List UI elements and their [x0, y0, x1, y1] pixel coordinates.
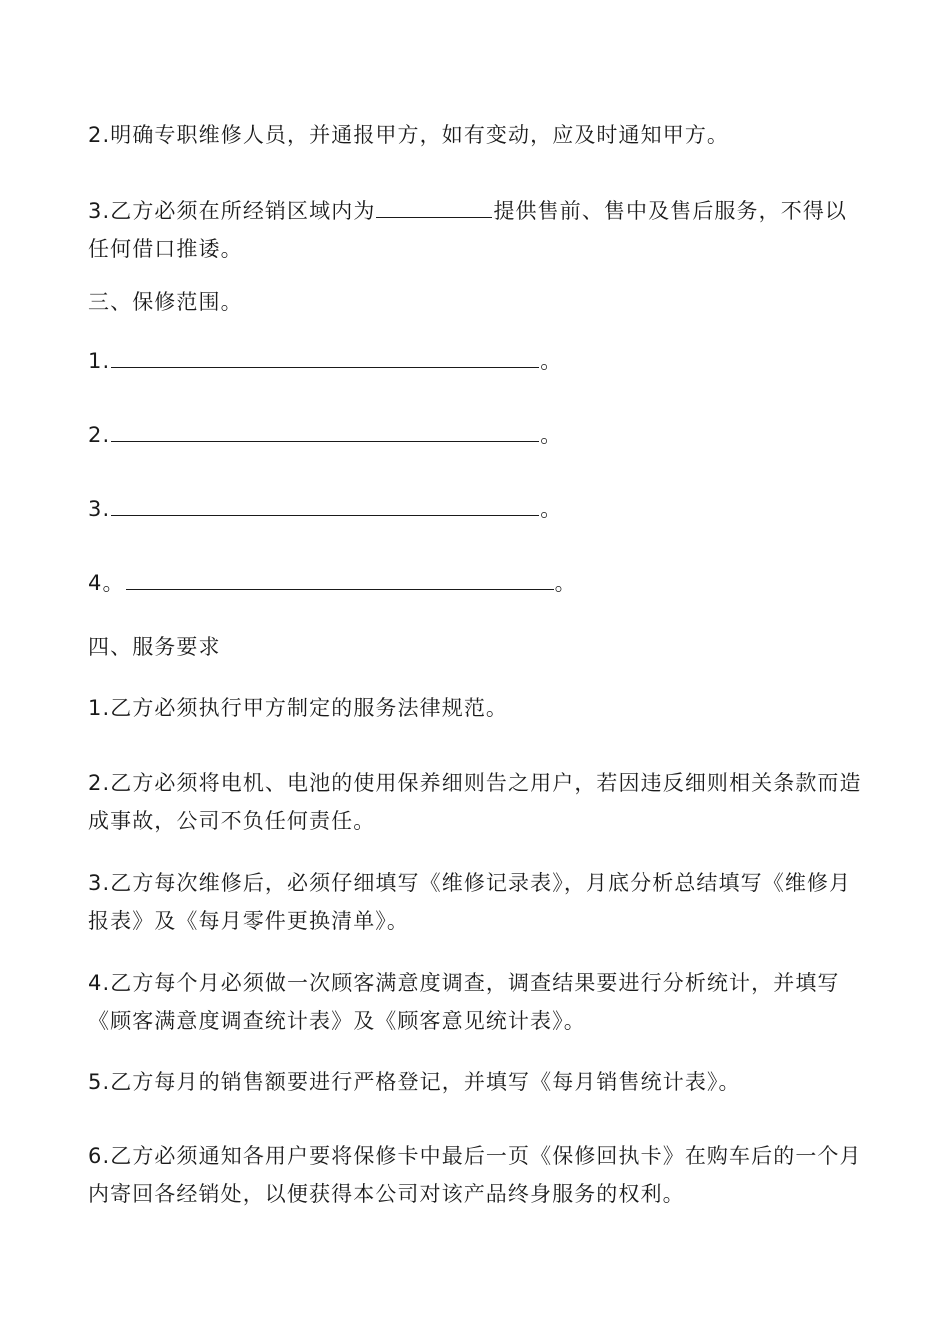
fill-in-blank — [111, 514, 539, 516]
requirement-item: 3.乙方每次维修后，必须仔细填写《维修记录表》，月底分析总结填写《维修月报表》及《每月零件更换清单》。 — [88, 871, 852, 933]
fill-in-blank — [111, 366, 539, 368]
scope-item-number: 4。 — [88, 571, 125, 595]
paragraph-regional-service-prefix: 3.乙方必须在所经销区域内为 — [88, 199, 376, 223]
scope-item-number: 2. — [88, 423, 111, 447]
scope-item-end: 。 — [554, 571, 577, 595]
scope-item — [88, 564, 864, 602]
paragraph-service-staff: 2.明确专职维修人员，并通报甲方，如有变动，应及时通知甲方。 — [88, 123, 730, 147]
section-heading-warranty-scope: 三、保修范围。 — [88, 290, 243, 314]
requirement-item: 6.乙方必须通知各用户要将保修卡中最后一页《保修回执卡》在购车后的一个月内寄回各经销处，以便获得本公司对该产品终身服务的权利。 — [88, 1144, 862, 1206]
paragraph-regional-service-suffix: 提供售前、售中及售后服务，不得以任何借口推诿。 — [88, 199, 848, 261]
scope-item-number: 3. — [88, 497, 111, 521]
requirement-item: 4.乙方每个月必须做一次顾客满意度调查，调查结果要进行分析统计，并填写《顾客满意度调查统计表》及《顾客意见统计表》。 — [88, 971, 840, 1033]
scope-item-end: 。 — [540, 423, 563, 447]
section-heading-service-requirements: 四、服务要求 — [88, 635, 221, 659]
scope-item-end: 。 — [540, 497, 563, 521]
scope-item-end: 。 — [540, 349, 563, 373]
fill-in-blank — [111, 440, 539, 442]
scope-item — [88, 416, 864, 454]
fill-in-blank — [126, 588, 554, 590]
paragraph-regional-service — [88, 192, 864, 268]
requirement-item: 2.乙方必须将电机、电池的使用保养细则告之用户，若因违反细则相关条款而造成事故，公司不负任何责任。 — [88, 771, 862, 833]
scope-item — [88, 342, 864, 380]
fill-in-blank — [376, 216, 492, 218]
scope-item-number: 1. — [88, 349, 111, 373]
scope-item — [88, 490, 864, 528]
requirement-item: 5.乙方每月的销售额要进行严格登记，并填写《每月销售统计表》。 — [88, 1070, 741, 1094]
requirement-item: 1.乙方必须执行甲方制定的服务法律规范。 — [88, 696, 509, 720]
